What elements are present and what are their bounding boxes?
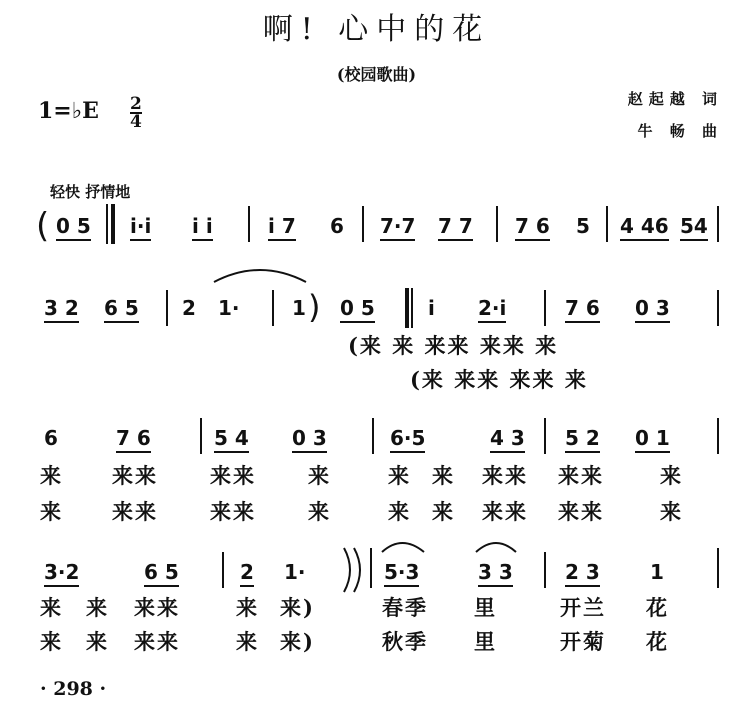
- note-group: 2: [182, 296, 196, 320]
- note-group: 6 5: [144, 560, 179, 587]
- note-group: 0 1: [635, 426, 670, 453]
- lyric-syllable: 来来: [112, 463, 158, 488]
- note-group: 5 2: [565, 426, 600, 453]
- lyric-syllable: 来: [236, 629, 259, 654]
- lyric-syllable: 来: [308, 463, 331, 488]
- lyric-syllable: 来: [40, 629, 63, 654]
- lyric-syllable: 春季: [382, 595, 428, 620]
- song-title: 啊! 心中的花: [262, 12, 491, 47]
- note-group: 54: [680, 214, 708, 241]
- note-group: 0 3: [292, 426, 327, 453]
- lyric-syllable: 来): [280, 595, 315, 620]
- lyric-syllable: 花: [646, 629, 669, 654]
- lyric-syllable: 来: [432, 499, 455, 524]
- note-group: 7·7: [380, 214, 415, 241]
- lyric-syllable: 来: [308, 499, 331, 524]
- note-group: 2: [240, 560, 254, 587]
- note-group: i 7: [268, 214, 296, 241]
- lyric-syllable: 里: [474, 629, 497, 654]
- lyric-syllable: 秋季: [382, 629, 428, 654]
- note-group: 7 6: [116, 426, 151, 453]
- page-number: · 298 ·: [40, 678, 107, 700]
- lyric-syllable: 来: [660, 463, 683, 488]
- lyric-syllable: 来: [40, 499, 63, 524]
- lyric-syllable: 来: [40, 463, 63, 488]
- note-group: 6 5: [104, 296, 139, 323]
- note-paren-close: ): [308, 288, 321, 326]
- time-signature-bottom: 4: [130, 112, 142, 132]
- lyric-syllable: 来: [86, 629, 109, 654]
- note-group: 0 3: [635, 296, 670, 323]
- note-group: 0 5: [56, 214, 91, 241]
- lyric-syllable: 来来: [210, 463, 256, 488]
- lyric-syllable: 开兰: [560, 595, 606, 620]
- lyric-syllable: 来: [40, 595, 63, 620]
- lyric-syllable: 里: [474, 595, 497, 620]
- note-group: 6: [330, 214, 344, 238]
- note-group: 3 3: [478, 560, 513, 587]
- lyric-syllable: 来来: [482, 499, 528, 524]
- note-group: 3·2: [44, 560, 79, 587]
- lyric-syllable: 来): [280, 629, 315, 654]
- lyric-syllable: 来: [660, 499, 683, 524]
- lyric-syllable: 来: [432, 463, 455, 488]
- note-group: 1: [292, 296, 306, 320]
- lyric-syllable: 来来: [482, 463, 528, 488]
- note-group: 1·: [218, 296, 240, 320]
- note-group: 2 3: [565, 560, 600, 587]
- note-group: 7 6: [565, 296, 600, 323]
- lyric-syllable: 来: [388, 463, 411, 488]
- note-group: 7 6: [515, 214, 550, 241]
- lyric-syllable: 来: [236, 595, 259, 620]
- note-group: 1·: [284, 560, 306, 584]
- note-group: 4 3: [490, 426, 525, 453]
- lyric-syllable: 来来: [112, 499, 158, 524]
- note-group: 3 2: [44, 296, 79, 323]
- key-text: 1=♭E: [38, 98, 99, 124]
- lyric-syllable: 来: [388, 499, 411, 524]
- lyric-syllable: 开菊: [560, 629, 606, 654]
- note-group: 2·i: [478, 296, 506, 323]
- note-group: i i: [192, 214, 213, 241]
- lyric-syllable: 来来: [558, 499, 604, 524]
- composer-credit: 牛 畅 曲: [637, 122, 723, 140]
- note-group: i: [428, 296, 435, 320]
- note-group: 5: [576, 214, 590, 238]
- song-subtitle: (校园歌曲): [336, 65, 417, 84]
- lyric-syllable: 来来: [210, 499, 256, 524]
- lyric-syllable: 来来: [134, 629, 180, 654]
- note-group: i·i: [130, 214, 151, 241]
- note-group: 1: [650, 560, 664, 584]
- slur-arc: [382, 543, 424, 552]
- tie-arc: [214, 270, 306, 282]
- note-group: 6·5: [390, 426, 425, 453]
- note-group: 6: [44, 426, 58, 450]
- note-group: 5·3: [384, 560, 419, 587]
- lyricist-credit: 赵起越 词: [627, 90, 723, 108]
- paren-close: [344, 548, 350, 592]
- tempo-marking: 轻快 抒情地: [50, 183, 131, 201]
- note-group: 5 4: [214, 426, 249, 453]
- lyric-syllable: 来来: [134, 595, 180, 620]
- lyric-syllable: 花: [646, 595, 669, 620]
- note-paren-open: (: [36, 206, 50, 246]
- time-signature-top: 2: [130, 94, 142, 114]
- slur-arc: [476, 543, 516, 552]
- note-group: 7 7: [438, 214, 473, 241]
- lyric-line-2-verse-2: (来 来来 来来 来: [410, 367, 588, 392]
- lyric-line-2-verse-1: (来 来 来来 来来 来: [348, 333, 559, 358]
- lyric-syllable: 来来: [558, 463, 604, 488]
- paren-close: [354, 548, 360, 592]
- note-group: 4 46: [620, 214, 669, 241]
- lyric-syllable: 来: [86, 595, 109, 620]
- note-group: 0 5: [340, 296, 375, 323]
